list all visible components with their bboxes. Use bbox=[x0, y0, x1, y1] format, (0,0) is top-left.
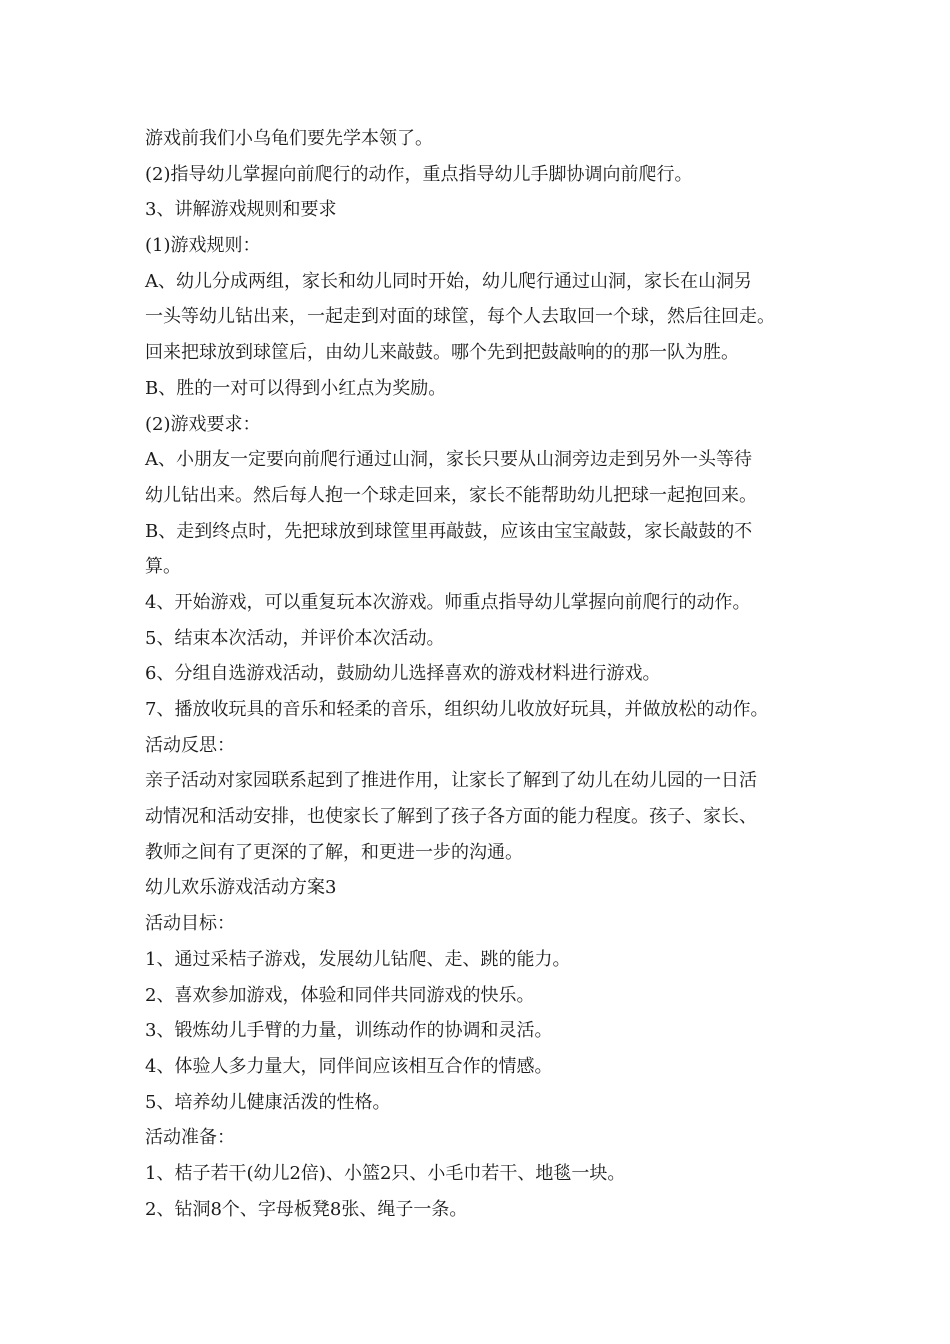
text-line: A、小朋友一定要向前爬行通过山洞，家长只要从山洞旁边走到另外一头等待 bbox=[145, 449, 752, 471]
text-line: 回来把球放到球筐后，由幼儿来敲鼓。哪个先到把鼓敲响的的那一队为胜。 bbox=[145, 342, 739, 364]
text-line: 教师之间有了更深的了解，和更进一步的沟通。 bbox=[145, 841, 523, 863]
list-item: 1、桔子若干(幼儿2倍)、小篮2只、小毛巾若干、地毯一块。 bbox=[145, 1162, 626, 1184]
text-line: 算。 bbox=[145, 556, 181, 578]
text-line: 亲子活动对家园联系起到了推进作用，让家长了解到了幼儿在幼儿园的一日活 bbox=[145, 770, 757, 792]
text-line: 6、分组自选游戏活动，鼓励幼儿选择喜欢的游戏材料进行游戏。 bbox=[145, 663, 661, 685]
plan-title: 幼儿欢乐游戏活动方案3 bbox=[145, 877, 337, 899]
text-line: 游戏前我们小乌龟们要先学本领了。 bbox=[145, 128, 433, 149]
list-item: 1、通过采桔子游戏，发展幼儿钻爬、走、跳的能力。 bbox=[145, 948, 571, 970]
text-line: (2)指导幼儿掌握向前爬行的动作，重点指导幼儿手脚协调向前爬行。 bbox=[145, 163, 693, 185]
text-line: 幼儿钻出来。然后每人抱一个球走回来，家长不能帮助幼儿把球一起抱回来。 bbox=[145, 484, 757, 506]
list-item: 2、喜欢参加游戏，体验和同伴共同游戏的快乐。 bbox=[145, 984, 535, 1006]
list-item: 2、钻洞8个、字母板凳8张、绳子一条。 bbox=[145, 1198, 468, 1220]
text-line: 一头等幼儿钻出来，一起走到对面的球筐，每个人去取回一个球，然后往回走。 bbox=[145, 306, 775, 328]
section-heading: 活动准备： bbox=[145, 1127, 235, 1149]
text-line: 动情况和活动安排，也使家长了解到了孩子各方面的能力程度。孩子、家长、 bbox=[145, 806, 757, 828]
subsection-heading: (2)游戏要求： bbox=[145, 413, 261, 435]
text-line: 5、结束本次活动，并评价本次活动。 bbox=[145, 627, 445, 649]
section-heading: 3、讲解游戏规则和要求 bbox=[145, 199, 337, 221]
list-item: 3、锻炼幼儿手臂的力量，训练动作的协调和灵活。 bbox=[145, 1020, 553, 1042]
section-heading: 活动反思： bbox=[145, 734, 235, 756]
list-item: 4、体验人多力量大，同伴间应该相互合作的情感。 bbox=[145, 1055, 553, 1077]
text-line: A、幼儿分成两组，家长和幼儿同时开始，幼儿爬行通过山洞，家长在山洞另 bbox=[145, 270, 752, 292]
document-body bbox=[145, 121, 835, 1227]
text-line: B、走到终点时，先把球放到球筐里再敲鼓，应该由宝宝敲鼓，家长敲鼓的不 bbox=[145, 520, 753, 542]
section-heading: 活动目标： bbox=[145, 913, 235, 935]
text-line: B、胜的一对可以得到小红点为奖励。 bbox=[145, 377, 447, 399]
text-line: 7、播放收玩具的音乐和轻柔的音乐，组织幼儿收放好玩具，并做放松的动作。 bbox=[145, 699, 769, 720]
list-item: 5、培养幼儿健康活泼的性格。 bbox=[145, 1091, 391, 1113]
text-line: 4、开始游戏，可以重复玩本次游戏。师重点指导幼儿掌握向前爬行的动作。 bbox=[145, 591, 751, 613]
subsection-heading: (1)游戏规则： bbox=[145, 235, 261, 257]
